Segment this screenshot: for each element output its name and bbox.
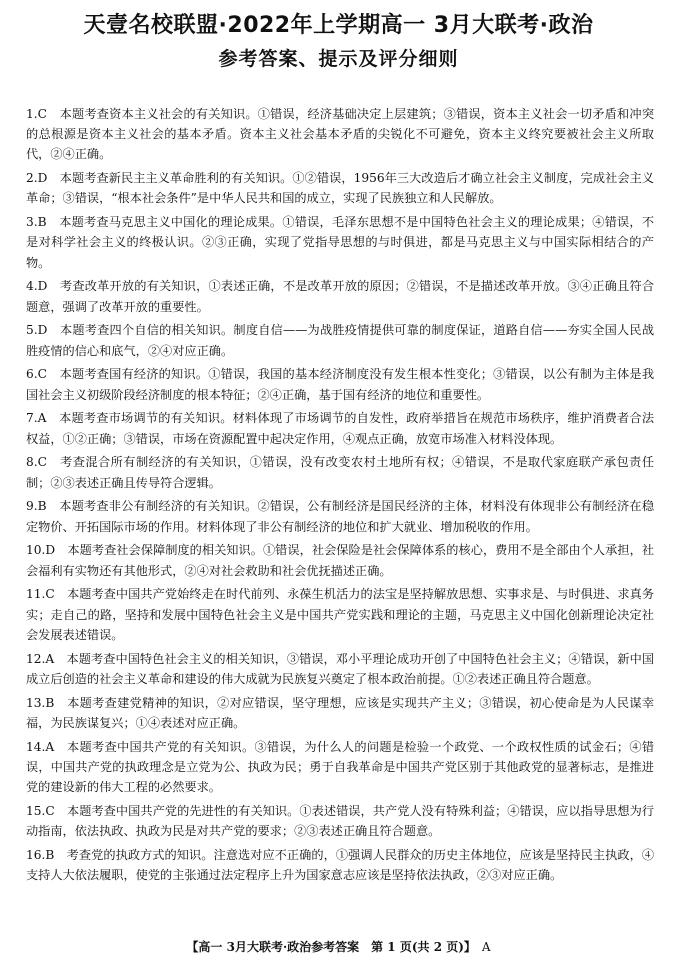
answer-number: 6.C [26,367,47,382]
answer-number: 5.D [26,323,48,338]
answer-number: 15.C [26,803,55,818]
answer-explanation: 本题考查马克思主义中国化的理论成果。①错误，毛泽东思想不是中国特色社会主义的理论成果；④错误，不是对科学社会主义的终极认识。②③正确，实现了党指导思想的与时俱进，都是马克思主义与中国实际相结合的产物。 [26,215,655,270]
answer-explanation: 本题考查国有经济的知识。①错误，我国的基本经济制度没有发生根本性变化；③错误，以公有制为主体是我国社会主义初级阶段经济制度的根本特征；②④正确，基于国有经济的地位和重要性。 [26,367,655,402]
answer-item [26,496,654,536]
answer-explanation: 本题考查中国特色社会主义的相关知识，③错误，邓小平理论成功开创了中国特色社会主义；④错误，新中国成立后创造的社会主义革命和建设的伟大成就为民族复兴奠定了根本政治前提。①②表述正确且符合题意。 [26,651,655,686]
footer-page-info: 【高一 3月大联考·政治参考答案 第 1 页(共 2 页)】 [186,940,476,954]
answer-explanation: 考查混合所有制经济的有关知识，①错误，没有改变农村土地所有权；④错误，不是取代家庭联产承包责任制；②③表述正确且传导符合逻辑。 [26,455,655,490]
answer-number: 2.D [26,171,48,186]
document-subtitle: 参考答案、提示及评分细则 [218,48,459,70]
answer-item [26,320,654,360]
answer-number: 10.D [26,543,56,558]
answer-number: 16.B [26,847,55,862]
answer-number: 12.A [26,651,55,666]
answer-number: 8.C [26,455,47,470]
answer-item [26,408,654,448]
answer-explanation: 本题考查中国共产党的先进性的有关知识。①表述错误，共产党人没有特殊利益；④错误，应以指导思想为行动指南，依法执政、执政为民是对共产党的要求；②③表述正确且符合题意。 [26,803,655,839]
answer-number: 14.A [26,739,55,754]
answer-explanation: 本题考查新民主主义革命胜利的有关知识。①②错误，1956年三大改造后才确立社会主义制度，完成社会主义革命；③错误，“根本社会条件”是中华人民共和国的成立，实现了民族独立和人民解放。 [26,171,655,206]
answer-list [26,104,654,889]
answer-explanation: 本题考查市场调节的有关知识。材料体现了市场调节的自发性，政府举措旨在规范市场秩序，维护消费者合法权益，①②正确；③错误，市场在资源配置中起决定作用，④观点正确，放宽市场准入材料没体现。 [26,411,655,446]
answer-explanation: 本题考查建党精神的知识，②对应错误，坚守理想，应该是实现共产主义；③错误，初心使命是为人民谋幸福，为民族谋复兴；①④表述对应正确。 [26,695,655,730]
answer-item [26,168,654,208]
answer-number: 9.B [26,499,47,514]
answer-number: 7.A [26,411,47,426]
answer-item [26,845,654,885]
answer-explanation: 本题考查中国共产党的有关知识。③错误，为什么人的问题是检验一个政党、一个政权性质的试金石；④错误，中国共产党的执政理念是立党为公、执政为民；勇于自我革命是中国共产党区别于其他政党的显著标志，是推进党的建设新的伟大工程的必然要求。 [26,739,655,795]
answer-number: 11.C [26,587,55,602]
answer-item [26,452,654,492]
paper-variant-label: A [481,940,491,954]
answer-item [26,104,654,165]
answer-explanation: 本题考查社会保障制度的相关知识。①错误，社会保险是社会保障体系的核心，费用不是全部由个人承担，社会福利有实物还有其他形式，②④对社会救助和社会优抚描述正确。 [26,543,655,578]
answer-explanation: 本题考查资本主义社会的有关知识。①错误，经济基础决定上层建筑；③错误，资本主义社会一切矛盾和冲突的总根源是资本主义社会的基本矛盾。资本主义社会基本矛盾的尖锐化不可避免，资本主义终究要被社会主义所取代，②④正确。 [26,107,655,162]
answer-item [26,540,654,580]
answer-number: 1.C [26,107,47,121]
answer-explanation: 考查党的执政方式的知识。注意选对应不正确的，①强调人民群众的历史主体地位，应该是坚持民主执政，④支持人大依法履职，使党的主张通过法定程序上升为国家意志应该是坚持依法执政，②③对应正确。 [26,847,655,883]
answer-item [26,801,654,841]
answer-item [26,693,654,733]
answer-item [26,276,654,316]
answer-explanation: 本题考查四个自信的相关知识。制度自信——为战胜疫情提供可靠的制度保证，道路自信——夯实全国人民战胜疫情的信心和底气，②④对应正确。 [26,323,655,358]
answer-item [26,584,654,645]
answer-item [26,212,654,273]
answer-number: 3.B [26,215,47,230]
answer-explanation: 本题考查中国共产党始终走在时代前列、永葆生机活力的法宝是坚持解放思想、实事求是、与时俱进、求真务实；走自己的路，坚持和发展中国特色社会主义是中国共产党实践和理论的主题，马克思主义中国化创新理论决定社会发展表述错误。 [26,587,655,642]
answer-explanation: 本题考查非公有制经济的有关知识。②错误，公有制经济是国民经济的主体，材料没有体现非公有制经济在稳定物价、开拓国际市场的作用。材料体现了非公有制经济的地位和扩大就业、增加税收的作用。 [26,499,655,534]
answer-item [26,737,654,798]
answer-explanation: 考查改革开放的有关知识，①表述正确，不是改革开放的原因；②错误，不是描述改革开放。③④正确且符合题意，强调了改革开放的重要性。 [26,279,655,314]
page-footer [0,938,677,955]
document-title: 天壹名校联盟·2022年上学期高一 3月大联考·政治 [83,13,594,38]
answer-number: 4.D [26,279,48,294]
answer-item [26,364,654,404]
answer-number: 13.B [26,695,55,710]
answer-item [26,649,654,689]
